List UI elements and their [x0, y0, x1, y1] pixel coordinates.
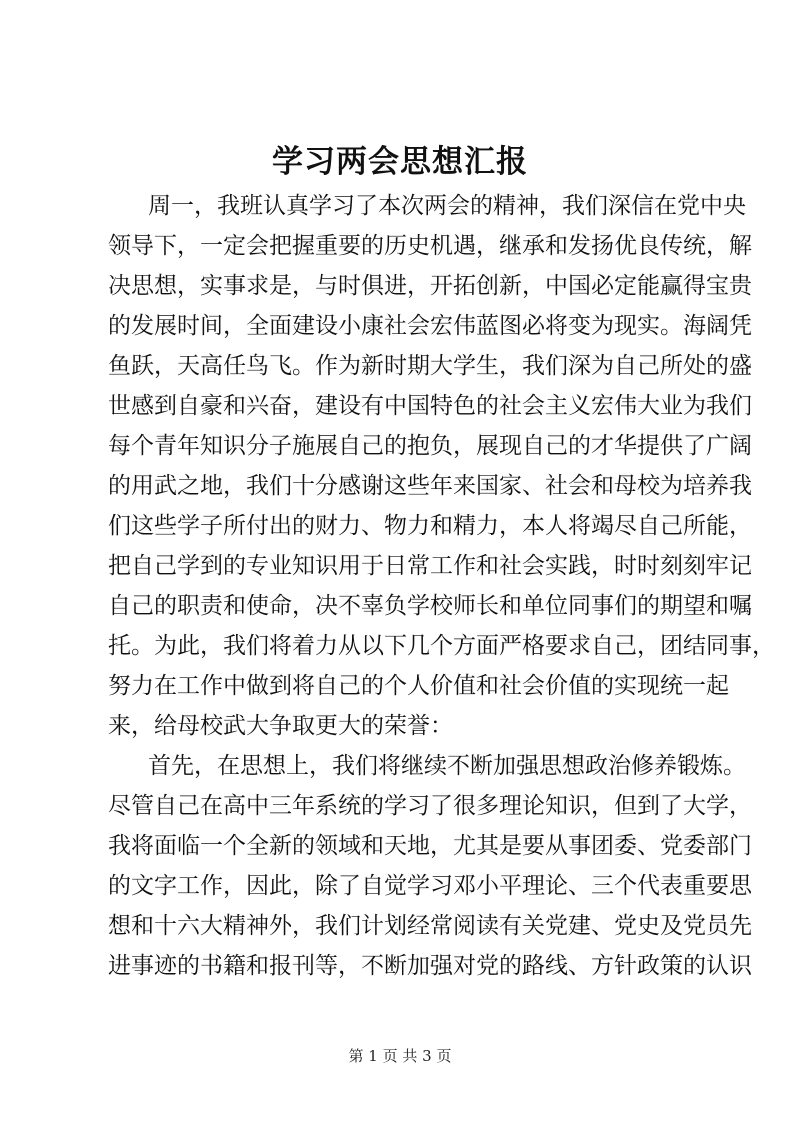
- paragraph-line: 们这些学子所付出的财力、物力和精力，本人将竭尽自己所能，: [108, 513, 752, 539]
- paragraph-line: 的发展时间，全面建设小康社会宏伟蓝图必将变为现实。海阔凭: [108, 313, 752, 339]
- paragraph-line: 我将面临一个全新的领域和天地，尤其是要从事团委、党委部门: [108, 833, 752, 859]
- document-title: 学习两会思想汇报: [272, 144, 528, 180]
- paragraph-line: 周一，我班认真学习了本次两会的精神，我们深信在党中央: [148, 193, 746, 219]
- paragraph-line: 尽管自己在高中三年系统的学习了很多理论知识，但到了大学，: [108, 793, 752, 819]
- paragraph-line: 世感到自豪和兴奋，建设有中国特色的社会主义宏伟大业为我们: [108, 393, 752, 419]
- paragraph-line: 来，给母校武大争取更大的荣誉：: [108, 713, 453, 739]
- paragraph-line: 的用武之地，我们十分感谢这些年来国家、社会和母校为培养我: [108, 473, 752, 499]
- paragraph-line: 努力在工作中做到将自己的个人价值和社会价值的实现统一起: [108, 673, 729, 699]
- paragraph-line: 的文字工作，因此，除了自觉学习邓小平理论、三个代表重要思: [108, 873, 752, 899]
- paragraph-line: 进事迹的书籍和报刊等，不断加强对党的路线、方针政策的认识: [108, 953, 752, 979]
- paragraph-line: 鱼跃，天高任鸟飞。作为新时期大学生，我们深为自己所处的盛: [108, 353, 752, 379]
- paragraph-line: 每个青年知识分子施展自己的抱负，展现自己的才华提供了广阔: [108, 433, 752, 459]
- paragraph-line: 把自己学到的专业知识用于日常工作和社会实践，时时刻刻牢记: [108, 553, 752, 579]
- paragraph-line: 首先，在思想上，我们将继续不断加强思想政治修养锻炼。: [148, 753, 746, 779]
- page-footer: 第 1 页 共 3 页: [348, 1047, 452, 1065]
- document-body: [108, 186, 775, 986]
- paragraph-line: 决思想，实事求是，与时俱进，开拓创新，中国必定能赢得宝贵: [108, 273, 752, 299]
- paragraph-line: 自己的职责和使命，决不辜负学校师长和单位同事们的期望和嘱: [108, 593, 752, 619]
- paragraph-line: 领导下，一定会把握重要的历史机遇，继承和发扬优良传统，解: [108, 233, 752, 259]
- paragraph-line: 托。为此，我们将着力从以下几个方面严格要求自己，团结同事，: [108, 633, 775, 659]
- paragraph-line: 想和十六大精神外，我们计划经常阅读有关党建、党史及党员先: [108, 913, 752, 939]
